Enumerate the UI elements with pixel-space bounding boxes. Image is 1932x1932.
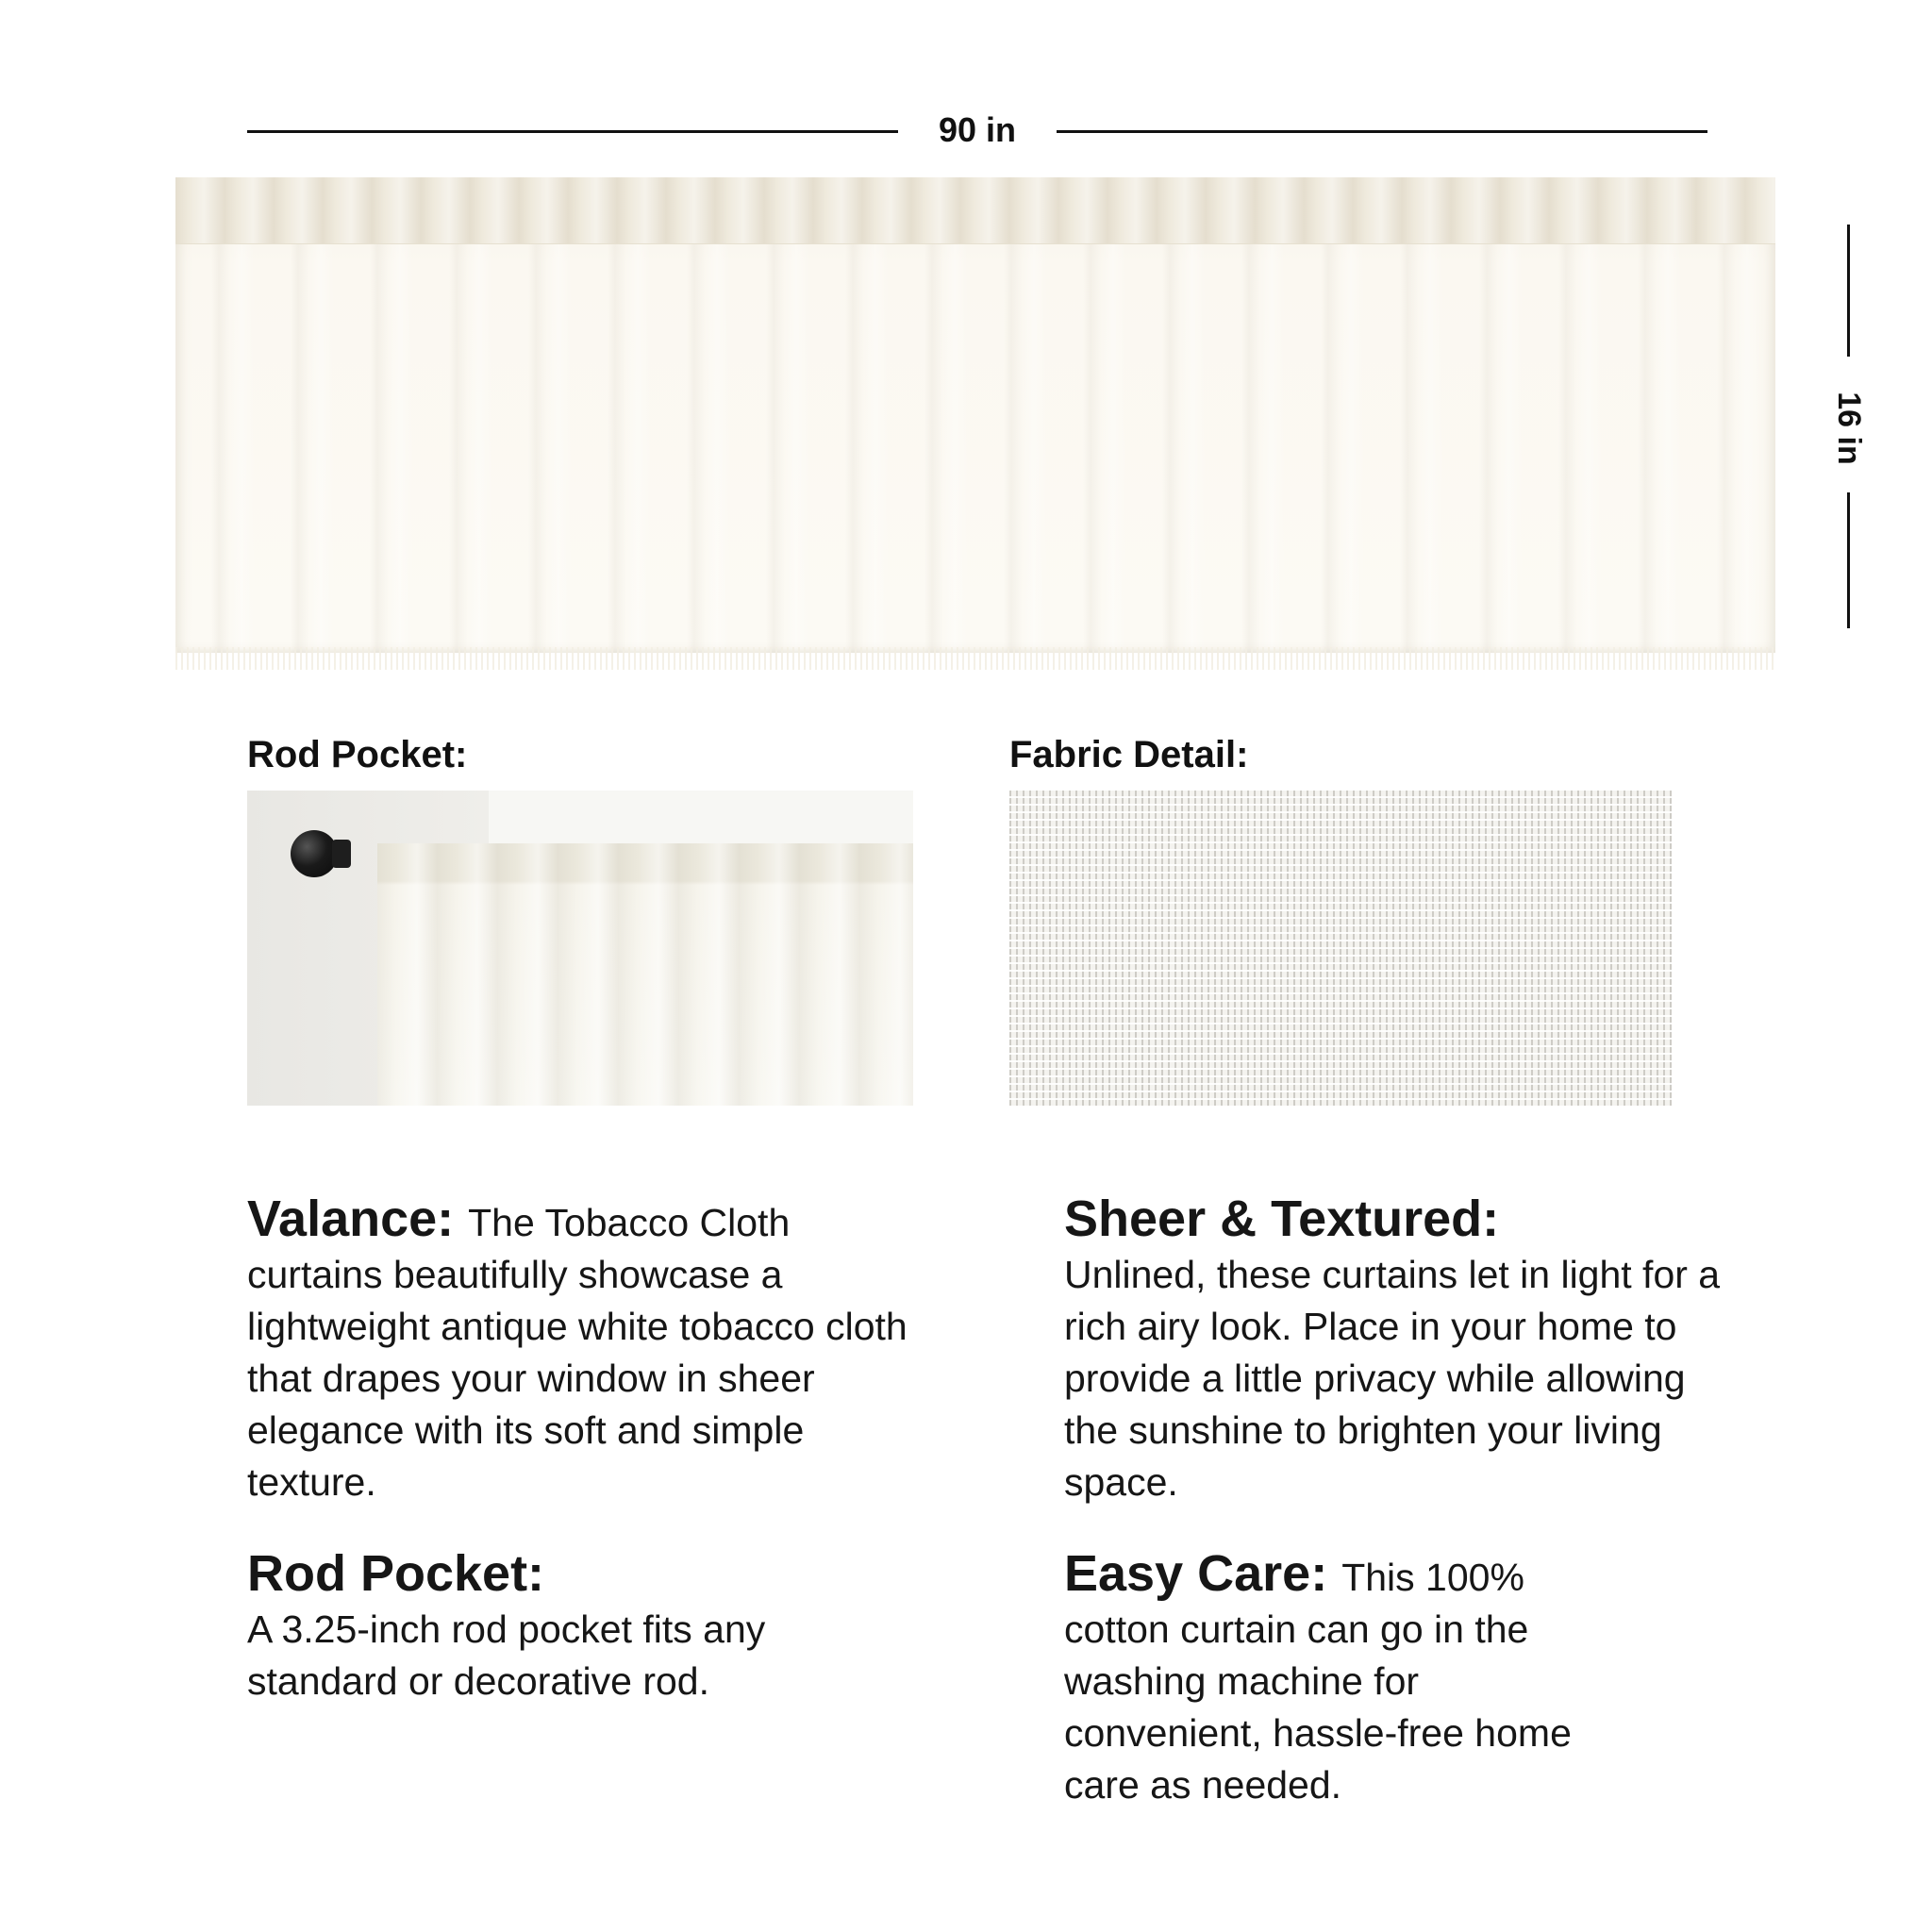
rod-finial-icon (291, 830, 338, 877)
height-dimension (1830, 225, 1868, 628)
rod-finial-neck (332, 840, 351, 868)
feature-body: This 100% cotton curtain can go in the washing machine for convenient, hassle-free home care as needed. (1064, 1556, 1572, 1807)
width-dimension (247, 111, 1707, 149)
valance-fringe-hem (175, 647, 1775, 670)
curtain-gathered-fabric (377, 843, 913, 1106)
dimension-line-right (1057, 130, 1707, 133)
dimension-line-left (247, 130, 898, 133)
feature-heading: Easy Care: (1064, 1545, 1342, 1602)
valance-product-image (168, 177, 1783, 677)
feature-valance (247, 1191, 917, 1508)
valance-fabric-body (175, 177, 1775, 653)
fabric-detail-caption: Fabric Detail: (1009, 734, 1249, 775)
valance-rod-pocket-band (175, 177, 1775, 244)
feature-body: The Tobacco Cloth curtains beautifully showcase a lightweight antique white tobacco cloth that drapes your window in sheer elegance with its soft and simple texture. (247, 1201, 908, 1504)
feature-sheer-textured (1064, 1191, 1724, 1508)
feature-body: Unlined, these curtains let in light for a rich airy look. Place in your home to provide a little privacy while allowing the sunshine to brighten your living space. (1064, 1253, 1721, 1504)
dimension-line-bottom (1847, 492, 1850, 628)
fabric-detail-photo (1009, 791, 1672, 1106)
feature-rod-pocket (247, 1545, 870, 1707)
dimension-line-top (1847, 225, 1850, 357)
height-label: 16 in (1831, 391, 1867, 465)
rod-pocket-caption: Rod Pocket: (247, 734, 468, 775)
feature-body: A 3.25-inch rod pocket fits any standard or decorative rod. (247, 1607, 766, 1703)
feature-heading: Sheer & Textured: (1064, 1191, 1500, 1247)
rod-pocket-photo (247, 791, 913, 1106)
width-label: 90 in (938, 110, 1017, 149)
feature-heading: Valance: (247, 1191, 469, 1247)
feature-heading: Rod Pocket: (247, 1545, 545, 1602)
window-trim (489, 791, 913, 847)
feature-easy-care (1064, 1545, 1592, 1811)
